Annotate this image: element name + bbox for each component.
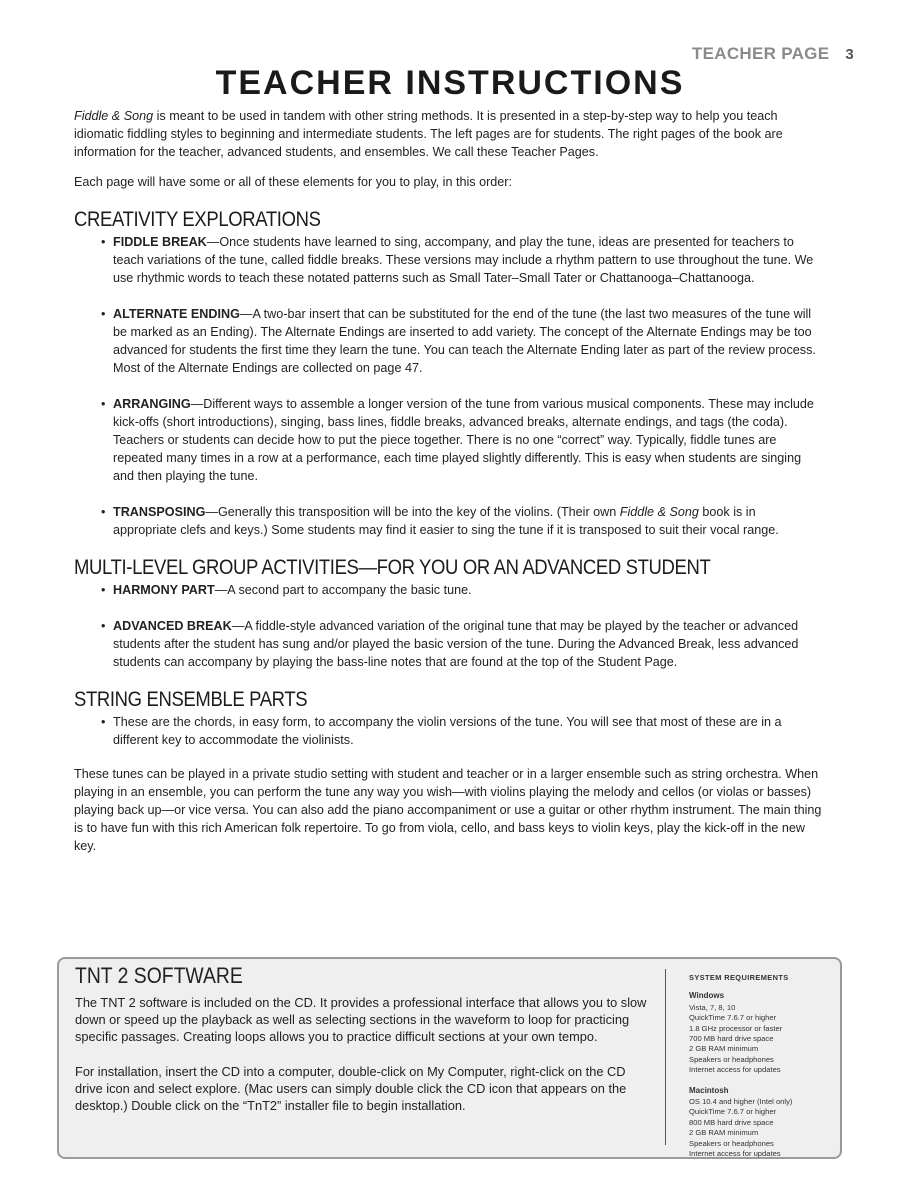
intro-text: is meant to be used in tandem with other string methods. It is presented in a step-by-step way to help you teach idiomatic fiddling styles to beginning and intermediate students. The left pages are for students. The right pages of the book are information for the teacher, advanced students, and ensembles. We call these Teacher Pages. [74,109,783,159]
ensemble-list [74,713,822,749]
multilevel-list [74,581,822,671]
intro-paragraph [74,107,822,161]
page-number: 3 [845,46,854,63]
software-paragraph-1: The TNT 2 software is included on the CD. It provides a professional interface that allows you to slow down or speed up the playback as well as selecting sections in the waveform to loop for practicing specific passages. Creating loops allows you to practice difficult sections at your own tempo. [75,995,647,1044]
software-box [57,957,842,1159]
section-heading-multilevel: MULTI-LEVEL GROUP ACTIVITIES—FOR YOU OR AN ADVANCED STUDENT [74,556,711,579]
software-title: TNT 2 SOFTWARE [75,963,243,988]
requirement-item: 800 MB hard drive space [689,1117,774,1127]
list-item-fiddle-break [74,233,822,287]
book-title: Fiddle & Song [74,109,154,123]
list-item-ensemble [74,713,822,749]
main-content [74,107,822,855]
desc-arranging: —Different ways to assemble a longer version of the tune from various musical components. These may include kick-offs (short introductions), singing, bass lines, fiddle breaks, advanced breaks, alternate endings, and tags (the coda). Teachers or students can decide how to put the piece together. There is no one “correct” way. Typically, fiddle tunes are repeated many times in a row at a performance, each time played slightly differently. This is easy when students are singing and then playing the tune. [113,397,814,483]
page-header-label: TEACHER PAGE [691,44,830,63]
bullet-icon: • [101,235,106,249]
term-advanced-break: ADVANCED BREAK [113,619,232,633]
term-arranging: ARRANGING [113,397,191,411]
requirement-item: 700 MB hard drive space [689,1034,774,1044]
requirement-item: Speakers or headphones [689,1054,774,1064]
requirement-item: 1.8 GHz processor or faster [689,1023,783,1033]
software-description [75,963,655,1114]
book-title-transposing: Fiddle & Song [619,505,699,519]
term-harmony-part: HARMONY PART [113,583,215,597]
page-header [692,44,854,64]
list-item-transposing [74,503,822,539]
requirement-item: Vista, 7, 8, 10 [689,1002,736,1012]
list-item-harmony-part [74,581,822,599]
term-transposing: TRANSPOSING [113,505,206,519]
mac-requirements-list [689,1097,829,1159]
section-heading-ensemble: STRING ENSEMBLE PARTS [74,688,308,711]
term-fiddle-break: FIDDLE BREAK [113,235,207,249]
requirement-item: 2 GB RAM minimum [689,1044,759,1054]
outro-paragraph: These tunes can be played in a private studio setting with student and teacher or in a larger ensemble such as string orchestra. When playing in an ensemble, you can perform the tune any way you wish—with violins playing the melody and cellos (or violas or basses) playing back up—or vice versa. You can also add the piano accompaniment or use a guitar or other rhythm instrument. The main thing is to have fun with this rich American folk repertoire. To go from viola, cello, and bass keys to violin keys, play the kick-off in the new key. [74,767,822,853]
list-item-alternate-ending [74,305,822,377]
requirement-item: Speakers or headphones [689,1138,774,1148]
system-requirements [689,973,829,1170]
list-item-advanced-break [74,617,822,671]
software-paragraph-2: For installation, insert the CD into a computer, double-click on My Computer, right-click on the CD drive icon and select explore. (Mac users can simply double click the CD icon that appears on the desktop.) Double click on the “TnT2” installer file to begin installation. [75,1064,627,1113]
windows-label: Windows [689,991,725,1001]
requirement-item: QuickTime 7.6.7 or higher [689,1107,777,1117]
bullet-icon: • [101,307,106,321]
creativity-list [74,233,822,539]
bullet-icon: • [101,397,106,411]
requirement-item: QuickTime 7.6.7 or higher [689,1013,777,1023]
desc-harmony-part: —A second part to accompany the basic tune. [214,583,472,597]
requirement-item: OS 10.4 and higher (Intel only) [689,1097,793,1107]
requirement-item: Internet access for updates [689,1149,781,1159]
desc-alternate-ending: —A two-bar insert that can be substituted for the end of the tune (the last two measures of the tune will be marked as an Ending). The Alternate Endings are inserted to add variety. The concept of the Alternate Endings may be too advanced for students the first time they learn the tune. You can teach the Alternate Ending later as part of the review process. Most of the Alternate Endings are collected on page 47. [113,307,816,375]
bullet-icon: • [101,619,106,633]
mac-label: Macintosh [689,1085,729,1095]
bullet-icon: • [101,715,106,729]
desc-transposing-b: book is in appropriate clefs and keys.) Some students may find it easier to sing the tune if it is transposed to suit their vocal range. [113,505,779,537]
page-title: TEACHER INSTRUCTIONS [215,64,685,102]
intro-order-paragraph: Each page will have some or all of these elements for you to play, in this order: [74,175,512,189]
windows-requirements-list [689,1003,829,1076]
term-alternate-ending: ALTERNATE ENDING [113,307,240,321]
requirement-item: Internet access for updates [689,1065,781,1075]
requirement-item: 2 GB RAM minimum [689,1128,759,1138]
section-heading-creativity: CREATIVITY EXPLORATIONS [74,208,321,231]
desc-ensemble: These are the chords, in easy form, to accompany the violin versions of the tune. You will see that most of these are in a different key to accommodate the violinists. [113,715,782,747]
desc-transposing-a: —Generally this transposition will be into the key of the violins. (Their own [205,505,620,519]
bullet-icon: • [101,505,106,519]
divider [665,969,666,1145]
desc-fiddle-break: —Once students have learned to sing, accompany, and play the tune, ideas are presented for teachers to teach variations of the tune, called fiddle breaks. These versions may include a rhythm pattern to use throughout the tune. We use rhythmic words to teach these notated patterns such as Small Tater–Small Tater or Chattanooga–Chattanooga. [113,235,814,285]
desc-advanced-break: —A fiddle-style advanced variation of the original tune that may be played by the teacher or advanced students after the student has sung and/or played the basic version of the tune. During the Advanced Break, less advanced students can accompany by playing the bass-line notes that are found at the top of the Student Page. [113,619,799,669]
system-requirements-title: SYSTEM REQUIREMENTS [689,973,789,982]
bullet-icon: • [101,583,106,597]
list-item-arranging [74,395,822,485]
